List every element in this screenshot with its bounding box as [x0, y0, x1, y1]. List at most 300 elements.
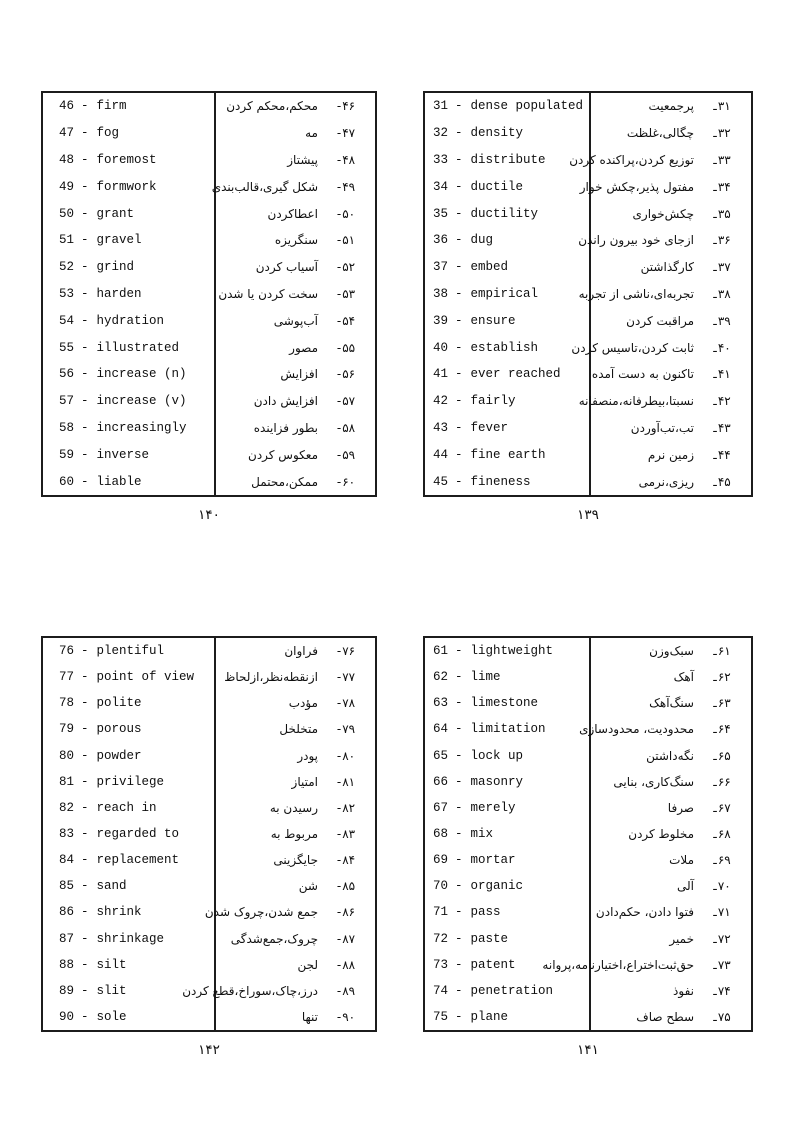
persian-digits: ۷۹: [342, 722, 356, 737]
persian-translation: سخت کردن یا شدن: [218, 286, 318, 301]
english-number: 62: [433, 670, 449, 685]
persian-translation: متخلخل: [279, 722, 318, 737]
dash-separator: -: [455, 126, 463, 141]
persian-number: [331, 287, 361, 301]
persian-cell: [589, 795, 751, 821]
english-term: gravel: [96, 233, 142, 248]
english-number: 76: [59, 644, 75, 659]
persian-number: [707, 722, 737, 736]
persian-digits: ۶۹: [717, 853, 731, 868]
english-term: firm: [96, 99, 127, 114]
persian-cell: [589, 847, 751, 873]
english-number: 84: [59, 853, 75, 868]
vocab-row: [425, 664, 751, 690]
persian-number: [331, 670, 361, 684]
persian-cell: [214, 1004, 375, 1030]
dash-separator: -: [336, 853, 342, 868]
english-number: 65: [433, 748, 449, 763]
vocab-row: [425, 978, 751, 1004]
persian-cell: [589, 978, 751, 1004]
english-cell: [43, 361, 214, 388]
persian-digits: ۷۶: [342, 644, 356, 659]
english-term: establish: [470, 340, 539, 355]
dash-separator: -: [336, 99, 342, 114]
dash-separator: -: [336, 827, 342, 842]
persian-cell: [214, 281, 375, 308]
persian-number: [331, 448, 361, 462]
persian-number: [331, 801, 361, 815]
persian-cell: [569, 147, 751, 174]
english-number: 46: [59, 99, 75, 114]
vocab-row: [43, 664, 375, 690]
english-cell: [43, 795, 214, 821]
vocab-row: [425, 334, 751, 361]
persian-number: [331, 984, 361, 998]
persian-digits: ۶۳: [717, 696, 731, 711]
persian-number: [331, 475, 361, 489]
persian-digits: ۸۵: [342, 879, 356, 894]
dash-separator: -: [455, 748, 463, 763]
english-number: 38: [433, 286, 449, 301]
dash-separator: -: [336, 367, 342, 382]
english-number: 40: [433, 340, 449, 355]
english-cell: [43, 173, 214, 200]
persian-number: [707, 421, 737, 435]
dash-separator: -: [455, 827, 463, 842]
vocab-row: [425, 93, 751, 120]
persian-number: [331, 99, 361, 113]
english-cell: [43, 441, 214, 468]
persian-digits: ۷۷: [342, 670, 356, 685]
english-cell: [43, 926, 214, 952]
english-term: ensure: [470, 313, 516, 328]
english-cell: [425, 873, 589, 899]
english-number: 67: [433, 800, 449, 815]
english-term: plane: [470, 1010, 509, 1025]
dash-separator: -: [336, 447, 342, 462]
english-cell: [425, 415, 589, 442]
dash-separator: -: [81, 179, 89, 194]
vocab-row: [43, 952, 375, 978]
vocab-table: [423, 91, 753, 497]
english-cell: [43, 1004, 214, 1030]
dash-separator: -: [336, 670, 342, 685]
dash-separator: ـ: [713, 420, 717, 435]
persian-digits: ۸۷: [342, 931, 356, 946]
persian-translation: ازنقطه‌نظر،ازلحاظ: [224, 670, 318, 685]
persian-number: [707, 314, 737, 328]
english-term: replacement: [96, 853, 180, 868]
persian-cell: [589, 468, 751, 495]
persian-digits: ۸۰: [342, 748, 356, 763]
dash-separator: -: [81, 983, 89, 998]
persian-digits: ۶۶: [717, 774, 731, 789]
english-term: regarded to: [96, 827, 180, 842]
vocab-row: [425, 173, 751, 200]
persian-number: [707, 1010, 737, 1024]
persian-translation: صرفا: [667, 800, 694, 815]
vocab-row: [43, 147, 375, 174]
persian-cell: [589, 254, 751, 281]
persian-digits: ۳۲: [717, 126, 731, 141]
persian-digits: ۴۰: [717, 340, 731, 355]
english-cell: [425, 254, 589, 281]
english-cell: [425, 227, 589, 254]
persian-number: [331, 260, 361, 274]
english-number: 64: [433, 722, 449, 737]
dash-separator: -: [455, 800, 463, 815]
english-cell: [43, 468, 214, 495]
persian-translation: مخلوط کردن: [628, 827, 694, 842]
dash-separator: -: [336, 394, 342, 409]
persian-cell: [214, 227, 375, 254]
dash-separator: -: [81, 286, 89, 301]
vocab-row: [425, 847, 751, 873]
english-term: powder: [96, 748, 142, 763]
persian-translation: محکم،محکم کردن: [226, 99, 318, 114]
persian-digits: ۷۳: [717, 957, 731, 972]
persian-number: [707, 827, 737, 841]
dash-separator: -: [455, 905, 463, 920]
persian-digits: ۸۲: [342, 800, 356, 815]
english-cell: [43, 690, 214, 716]
dash-separator: -: [336, 206, 342, 221]
english-cell: [425, 147, 589, 174]
vocab-row: [43, 388, 375, 415]
dash-separator: -: [336, 233, 342, 248]
persian-translation: کارگذاشتن: [640, 260, 694, 275]
vocab-row: [425, 743, 751, 769]
persian-cell: [214, 120, 375, 147]
persian-translation: پیشتاز: [287, 152, 318, 167]
vocab-row: [43, 873, 375, 899]
persian-number: [331, 696, 361, 710]
dash-separator: -: [336, 905, 342, 920]
dash-separator: -: [81, 313, 89, 328]
english-term: masonry: [470, 774, 524, 789]
dash-separator: -: [336, 260, 342, 275]
vocab-row: [43, 769, 375, 795]
dash-separator: ـ: [713, 722, 717, 737]
persian-digits: ۴۹: [342, 179, 356, 194]
dash-separator: ـ: [713, 233, 717, 248]
english-cell: [43, 281, 214, 308]
persian-cell: [589, 415, 751, 442]
persian-number: [331, 905, 361, 919]
english-number: 88: [59, 957, 75, 972]
dash-separator: -: [336, 983, 342, 998]
persian-translation: فتوا دادن، حکم‌دادن: [595, 905, 694, 920]
vocab-row: [43, 690, 375, 716]
english-term: limitation: [470, 722, 546, 737]
english-cell: [43, 952, 214, 978]
english-cell: [425, 821, 589, 847]
persian-number: [707, 341, 737, 355]
english-term: silt: [96, 957, 127, 972]
persian-number: [331, 879, 361, 893]
english-number: 74: [433, 983, 449, 998]
dash-separator: ـ: [713, 905, 717, 920]
persian-translation: ریزی،نرمی: [638, 474, 694, 489]
persian-digits: ۸۴: [342, 853, 356, 868]
persian-digits: ۵۳: [342, 286, 356, 301]
persian-cell: [211, 173, 375, 200]
persian-digits: ۵۷: [342, 394, 356, 409]
vocab-row: [43, 743, 375, 769]
persian-cell: [589, 899, 751, 925]
english-term: privilege: [96, 774, 165, 789]
english-number: 34: [433, 179, 449, 194]
dash-separator: -: [336, 696, 342, 711]
persian-number: [331, 233, 361, 247]
persian-number: [331, 775, 361, 789]
dash-separator: ـ: [713, 748, 717, 763]
dash-separator: -: [455, 774, 463, 789]
persian-number: [707, 260, 737, 274]
english-cell: [43, 227, 214, 254]
dash-separator: -: [81, 748, 89, 763]
english-term: mix: [470, 827, 494, 842]
persian-digits: ۸۸: [342, 957, 356, 972]
vocab-row: [43, 821, 375, 847]
vocab-row: [425, 147, 751, 174]
persian-translation: افزایش دادن: [253, 394, 318, 409]
vocab-row: [425, 795, 751, 821]
persian-cell: [589, 441, 751, 468]
persian-cell: [214, 795, 375, 821]
dash-separator: -: [455, 957, 463, 972]
dash-separator: ـ: [713, 1010, 717, 1025]
english-term: limestone: [470, 696, 539, 711]
english-term: merely: [470, 800, 516, 815]
dash-separator: -: [455, 233, 463, 248]
persian-translation: سنگ‌کاری، بنایی: [613, 774, 694, 789]
english-cell: [425, 173, 589, 200]
persian-digits: ۶۵: [717, 748, 731, 763]
dash-separator: -: [336, 340, 342, 355]
english-term: plentiful: [96, 644, 165, 659]
persian-cell: [214, 147, 375, 174]
english-term: sand: [96, 879, 127, 894]
dash-separator: -: [336, 748, 342, 763]
english-term: mortar: [470, 853, 516, 868]
dash-separator: ـ: [713, 313, 717, 328]
persian-cell: [214, 690, 375, 716]
persian-digits: ۳۷: [717, 260, 731, 275]
dash-separator: -: [336, 800, 342, 815]
persian-number: [331, 394, 361, 408]
english-term: fever: [470, 420, 509, 435]
english-number: 33: [433, 152, 449, 167]
vocab-row: [425, 388, 751, 415]
persian-cell: [214, 926, 375, 952]
persian-number: [707, 448, 737, 462]
vocab-row: [43, 120, 375, 147]
persian-cell: [589, 361, 751, 388]
dash-separator: -: [455, 367, 463, 382]
persian-cell: [204, 899, 375, 925]
persian-cell: [214, 388, 375, 415]
english-term: fine earth: [470, 447, 546, 462]
persian-translation: مراقبت کردن: [626, 313, 694, 328]
persian-digits: ۷۸: [342, 696, 356, 711]
english-term: increase (v): [96, 394, 187, 409]
vocab-row: [43, 361, 375, 388]
english-number: 45: [433, 474, 449, 489]
english-number: 43: [433, 420, 449, 435]
persian-translation: مه: [305, 126, 318, 141]
english-number: 81: [59, 774, 75, 789]
english-number: 42: [433, 394, 449, 409]
dash-separator: ـ: [713, 206, 717, 221]
persian-cell: [589, 307, 751, 334]
dash-separator: -: [81, 696, 89, 711]
persian-cell: [589, 743, 751, 769]
dash-separator: ـ: [713, 957, 717, 972]
english-number: 80: [59, 748, 75, 763]
vocab-row: [43, 638, 375, 664]
english-term: reach in: [96, 800, 157, 815]
vocab-table-quadrant-top-left: [41, 91, 377, 523]
dash-separator: -: [455, 179, 463, 194]
english-cell: [43, 93, 214, 120]
english-cell: [425, 664, 589, 690]
dash-separator: -: [336, 286, 342, 301]
dash-separator: ـ: [713, 340, 717, 355]
persian-translation: نفوذ: [673, 983, 694, 998]
persian-digits: ۳۴: [717, 179, 731, 194]
dash-separator: -: [336, 313, 342, 328]
persian-digits: ۳۵: [717, 206, 731, 221]
dash-separator: -: [81, 827, 89, 842]
english-term: polite: [96, 696, 142, 711]
persian-translation: پودر: [297, 748, 318, 763]
dash-separator: -: [81, 233, 89, 248]
persian-number: [707, 644, 737, 658]
persian-number: [707, 775, 737, 789]
english-number: 41: [433, 367, 449, 382]
english-number: 87: [59, 931, 75, 946]
english-number: 58: [59, 420, 75, 435]
dash-separator: -: [81, 644, 89, 659]
persian-digits: ۷۲: [717, 931, 731, 946]
dash-separator: -: [336, 420, 342, 435]
vocab-row: [425, 281, 751, 308]
persian-translation: سبک‌وزن: [649, 644, 694, 659]
persian-cell: [214, 468, 375, 495]
persian-cell: [214, 873, 375, 899]
persian-number: [707, 696, 737, 710]
english-term: grind: [96, 260, 135, 275]
vocab-row: [425, 415, 751, 442]
dash-separator: -: [455, 644, 463, 659]
english-number: 59: [59, 447, 75, 462]
english-cell: [425, 361, 589, 388]
dash-separator: ـ: [713, 152, 717, 167]
english-cell: [43, 120, 214, 147]
dash-separator: -: [81, 670, 89, 685]
persian-cell: [589, 1004, 751, 1030]
persian-number: [707, 287, 737, 301]
persian-number: [707, 984, 737, 998]
dash-separator: -: [81, 931, 89, 946]
persian-digits: ۸۳: [342, 827, 356, 842]
english-cell: [43, 254, 214, 281]
persian-translation: محدودیت، محدودسازی: [579, 722, 694, 737]
persian-cell: [214, 334, 375, 361]
dash-separator: -: [455, 99, 463, 114]
dash-separator: -: [81, 853, 89, 868]
vocab-row: [425, 1004, 751, 1030]
vocab-table-quadrant-top-right: [423, 91, 753, 523]
dash-separator: -: [336, 957, 342, 972]
vocab-row: [43, 281, 375, 308]
dash-separator: ـ: [713, 931, 717, 946]
english-term: porous: [96, 722, 142, 737]
persian-digits: ۶۱: [717, 644, 731, 659]
persian-cell: [214, 638, 375, 664]
persian-translation: امتیاز: [291, 774, 318, 789]
dash-separator: -: [336, 722, 342, 737]
persian-cell: [214, 821, 375, 847]
persian-translation: معکوس کردن: [248, 447, 318, 462]
persian-cell: [589, 769, 751, 795]
english-cell: [425, 926, 589, 952]
english-term: penetration: [470, 983, 554, 998]
dash-separator: -: [336, 879, 342, 894]
persian-cell: [571, 334, 751, 361]
english-term: embed: [470, 260, 509, 275]
persian-translation: اعطاکردن: [267, 206, 318, 221]
persian-translation: سنگریزه: [274, 233, 318, 248]
english-term: sole: [96, 1010, 127, 1025]
english-cell: [425, 93, 589, 120]
persian-number: [707, 475, 737, 489]
vocab-table-quadrant-bottom-right: [423, 636, 753, 1058]
vocab-row: [43, 441, 375, 468]
english-number: 77: [59, 670, 75, 685]
english-number: 50: [59, 206, 75, 221]
english-term: shrink: [96, 905, 142, 920]
english-cell: [43, 334, 214, 361]
dash-separator: -: [455, 879, 463, 894]
persian-translation: نگه‌داشتن: [646, 748, 694, 763]
persian-digits: ۳۸: [717, 286, 731, 301]
persian-digits: ۵۶: [342, 367, 356, 382]
dash-separator: -: [81, 879, 89, 894]
persian-number: [707, 958, 737, 972]
english-cell: [43, 415, 214, 442]
vocab-row: [425, 361, 751, 388]
english-term: lightweight: [470, 644, 554, 659]
dash-separator: -: [336, 931, 342, 946]
persian-translation: مفتول پذیر،چکش خوار: [579, 179, 694, 194]
english-number: 72: [433, 931, 449, 946]
dash-separator: -: [455, 206, 463, 221]
dash-separator: -: [455, 722, 463, 737]
persian-cell: [214, 952, 375, 978]
persian-number: [331, 314, 361, 328]
dash-separator: -: [455, 1010, 463, 1025]
persian-digits: ۴۲: [717, 394, 731, 409]
dash-separator: -: [81, 126, 89, 141]
english-number: 32: [433, 126, 449, 141]
english-number: 73: [433, 957, 449, 972]
persian-translation: ازجای خود بیرون راندن: [578, 233, 694, 248]
vocab-row: [425, 926, 751, 952]
persian-cell: [214, 769, 375, 795]
english-number: 68: [433, 827, 449, 842]
